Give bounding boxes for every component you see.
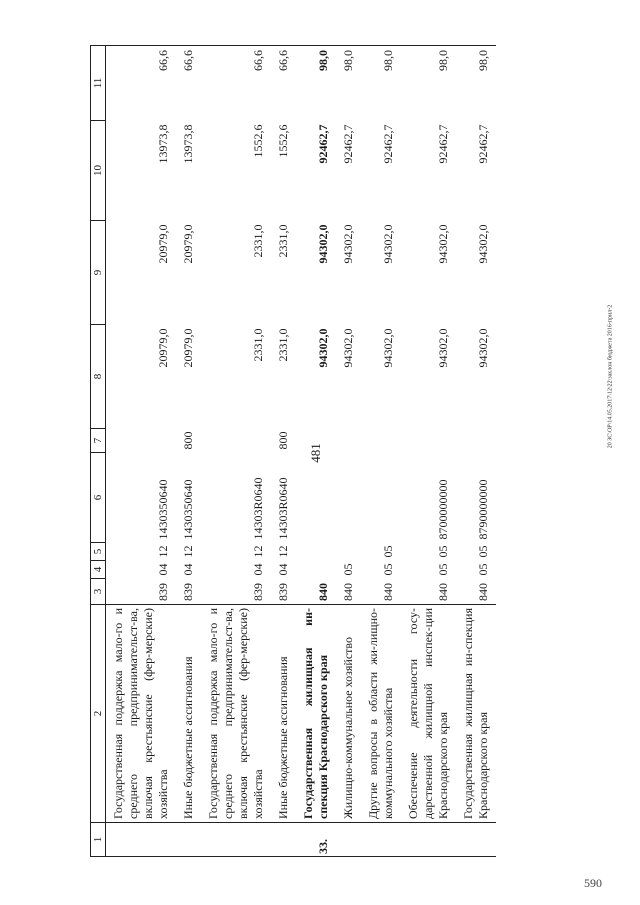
revised-amount-cell: 2331,0 (276, 224, 290, 258)
target-article-cell: 8790000000 (476, 479, 490, 540)
section-code-cell: 04 (276, 563, 290, 576)
row-name-cell: Государственная жилищная ин-спекция Краснодарского края (296, 605, 336, 823)
row-number-cell (401, 823, 456, 857)
row-name-cell: Жилищно-коммунальное хозяйство (336, 605, 361, 823)
target-article-cell: 14303R0640 (276, 477, 290, 540)
section-code-cell (296, 561, 336, 579)
row-name-cell: Государственная поддержка мало-го и среднего предпринимательст-ва, включая крестьянские (фер-мерские) хозяйства (106, 605, 177, 823)
table-row (106, 46, 177, 857)
rotated-budget-table (90, 46, 568, 857)
row-number-cell (176, 823, 201, 857)
section-code-cell: 04 (181, 563, 195, 576)
header-col-8: 8 (91, 325, 106, 429)
row-number-cell: 33. (296, 823, 336, 857)
header-col-3: 3 (91, 579, 106, 605)
target-article-cell (296, 453, 336, 543)
execution-percent-cell: 66,6 (201, 46, 271, 121)
section-code-cell: 04 (156, 563, 170, 576)
expense-type-cell: 800 (181, 431, 195, 450)
execution-percent-cell: 98,0 (296, 46, 336, 121)
target-article-cell: 8700000000 (436, 479, 450, 540)
header-col-10: 10 (91, 121, 106, 221)
table-row (401, 46, 456, 857)
section-code-cell: 05 (341, 563, 355, 576)
subsection-code-cell: 05 (476, 545, 490, 558)
revised-amount-cell: 20979,0 (181, 224, 195, 264)
revised-amount-cell: 2331,0 (251, 224, 265, 258)
ministry-code-cell: 840 (316, 583, 330, 601)
approved-amount-cell: 2331,0 (276, 328, 290, 362)
executed-amount-cell: 13973,8 (181, 124, 195, 164)
row-name-cell: Государственная поддержка мало-го и среднего предпринимательст-ва, включая крестьянские (фер-мерские) хозяйства (201, 605, 271, 823)
target-article-cell: 14303R0640 (251, 477, 265, 540)
revised-amount-cell: 94302,0 (436, 224, 450, 264)
section-code-cell: 05 (476, 563, 490, 576)
ministry-code-cell: 839 (251, 583, 265, 601)
execution-percent-cell: 66,6 (106, 46, 177, 121)
ministry-code-cell: 839 (276, 583, 290, 601)
page-number-top: 481 (307, 443, 323, 463)
subsection-code-cell: 05 (381, 545, 395, 558)
expense-type-cell (106, 429, 177, 453)
revised-amount-cell: 94302,0 (381, 224, 395, 264)
subsection-code-cell (296, 543, 336, 561)
budget-table (90, 45, 496, 857)
ministry-code-cell: 839 (181, 583, 195, 601)
revised-amount-cell: 94302,0 (316, 224, 330, 264)
expense-type-cell (296, 429, 336, 453)
subsection-code-cell: 12 (251, 545, 265, 558)
table-row (336, 46, 361, 857)
executed-amount-cell: 92462,7 (341, 124, 355, 164)
executed-amount-cell: 1552,6 (276, 124, 290, 158)
expense-type-cell: 800 (276, 431, 290, 450)
approved-amount-cell: 94302,0 (436, 328, 450, 368)
table-row (271, 46, 296, 857)
approved-amount-cell: 94302,0 (476, 328, 490, 368)
footer-file-path: 20 ЗС\ОР\14.05.2017\12\22\заклон бюджета 2016-прил-2 (607, 304, 614, 449)
row-number-cell (456, 823, 496, 857)
approved-amount-cell: 94302,0 (381, 328, 395, 368)
ministry-code-cell: 840 (436, 583, 450, 601)
subsection-code-cell: 05 (436, 545, 450, 558)
page-number-bottom: 590 (584, 876, 602, 890)
target-article-cell (336, 453, 361, 543)
row-number-cell (336, 823, 361, 857)
header-col-7: 7 (91, 429, 106, 453)
execution-percent-cell: 98,0 (336, 46, 361, 121)
ministry-code-cell: 839 (156, 583, 170, 601)
approved-amount-cell: 20979,0 (156, 328, 170, 368)
executed-amount-cell: 13973,8 (156, 124, 170, 164)
executed-amount-cell: 92462,7 (316, 124, 330, 164)
expense-type-cell (401, 429, 456, 453)
table-row (361, 46, 401, 857)
executed-amount-cell: 1552,6 (251, 124, 265, 158)
row-name-cell: Обеспечение деятельности госу-дарственной жилищной инспек-ции Краснодарского края (401, 605, 456, 823)
header-col-6: 6 (91, 453, 106, 543)
row-number-cell (201, 823, 271, 857)
approved-amount-cell: 20979,0 (181, 328, 195, 368)
subsection-code-cell: 12 (181, 545, 195, 558)
revised-amount-cell: 20979,0 (156, 224, 170, 264)
revised-amount-cell: 94302,0 (476, 224, 490, 264)
subsection-code-cell: 12 (276, 545, 290, 558)
executed-amount-cell: 92462,7 (436, 124, 450, 164)
table-row (296, 46, 336, 857)
revised-amount-cell: 94302,0 (341, 224, 355, 264)
ministry-code-cell: 840 (381, 583, 395, 601)
execution-percent-cell: 98,0 (361, 46, 401, 121)
table-row (456, 46, 496, 857)
header-row (91, 46, 106, 857)
table-row (201, 46, 271, 857)
row-number-cell (361, 823, 401, 857)
execution-percent-cell: 98,0 (456, 46, 496, 121)
execution-percent-cell: 66,6 (176, 46, 201, 121)
target-article-cell (361, 453, 401, 543)
row-number-cell (106, 823, 177, 857)
header-col-4: 4 (91, 561, 106, 579)
row-name-cell: Государственная жилищная ин-спекция Краснодарского края (456, 605, 496, 823)
expense-type-cell (361, 429, 401, 453)
header-col-2: 2 (91, 605, 106, 823)
executed-amount-cell: 92462,7 (381, 124, 395, 164)
approved-amount-cell: 94302,0 (341, 328, 355, 368)
section-code-cell: 05 (436, 563, 450, 576)
header-col-11: 11 (91, 46, 106, 121)
target-article-cell: 1430350640 (156, 479, 170, 540)
execution-percent-cell: 66,6 (271, 46, 296, 121)
header-col-9: 9 (91, 221, 106, 325)
expense-type-cell (201, 429, 271, 453)
row-name-cell: Иные бюджетные ассигнования (271, 605, 296, 823)
row-name-cell: Другие вопросы в области жи-лищно-коммунального хозяйства (361, 605, 401, 823)
expense-type-cell (456, 429, 496, 453)
approved-amount-cell: 2331,0 (251, 328, 265, 362)
section-code-cell: 04 (251, 563, 265, 576)
execution-percent-cell: 98,0 (401, 46, 456, 121)
subsection-code-cell: 12 (156, 545, 170, 558)
expense-type-cell (336, 429, 361, 453)
table-row (176, 46, 201, 857)
header-col-1: 1 (91, 823, 106, 857)
ministry-code-cell: 840 (476, 583, 490, 601)
approved-amount-cell: 94302,0 (316, 328, 330, 368)
table-body (106, 46, 497, 857)
header-col-5: 5 (91, 543, 106, 561)
section-code-cell: 05 (381, 563, 395, 576)
ministry-code-cell: 840 (341, 583, 355, 601)
target-article-cell: 1430350640 (181, 479, 195, 540)
row-name-cell: Иные бюджетные ассигнования (176, 605, 201, 823)
subsection-code-cell (336, 543, 361, 561)
executed-amount-cell: 92462,7 (476, 124, 490, 164)
row-number-cell (271, 823, 296, 857)
